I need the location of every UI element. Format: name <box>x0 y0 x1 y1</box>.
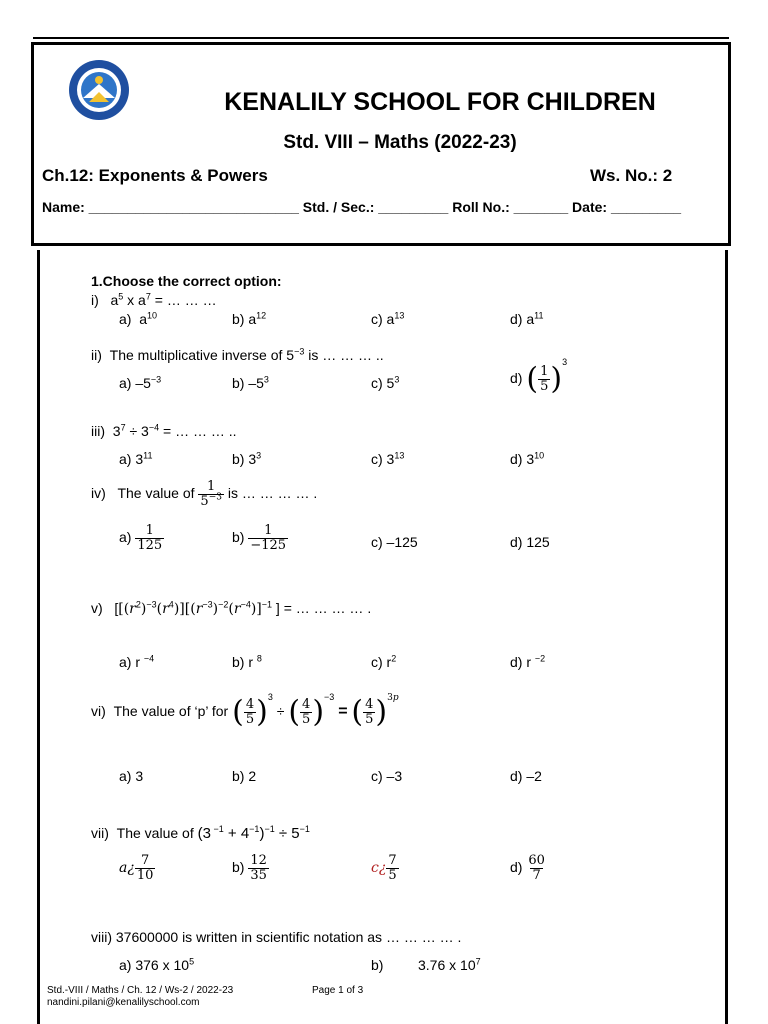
q5-option-b[interactable]: b) r $^8$ <box>232 653 262 670</box>
q5-option-d[interactable]: d) r $^{-2}$ <box>510 653 546 670</box>
question-7: vii) The value of (3 $^{-1} + 4^{-1})^{-1} \div 5^{-1}$ <box>91 824 310 842</box>
question-8: viii) 37600000 is written in scientific notation as … … … … . <box>91 929 462 945</box>
q6-option-a[interactable]: a) 3 <box>119 768 144 784</box>
student-details-row: Name: ___________________________ Std. / Sec.: _________ Roll No.: _______ Date: _________ <box>42 199 682 215</box>
q7-option-c[interactable]: c¿ $\frac{7}{5}$ <box>371 853 397 883</box>
footer-left: Std.-VIII / Maths / Ch. 12 / Ws-2 / 2022-23 <box>47 985 234 996</box>
q4-option-b[interactable]: b) $\frac{1}{-125}$ <box>232 523 287 553</box>
q4-option-a[interactable]: a) $\frac{1}{125}$ <box>119 523 163 553</box>
q6-option-c[interactable]: c) –3 <box>371 768 403 784</box>
chapter-title: Ch.12: Exponents & Powers <box>42 166 268 185</box>
q8-option-b-value: 3.76 x $10^7$ <box>418 956 481 973</box>
question-5: v) [$[(r^2)^{-3}(r^4)][(r^{-3})^{-2}(r^{-4})]^{-1}$ ] = … … … … . <box>91 599 372 617</box>
q3-option-d[interactable]: d) $3^{10}$ <box>510 450 545 467</box>
q2-option-d[interactable]: d) ( $\frac{1}{5}$ )$^3$ <box>510 357 568 397</box>
question-6: vi) The value of ‘p’ for ( $\frac{4}{5}$ )$^3$ ÷ ( $\frac{4}{5}$ )$^{-3}$ = ( $\frac{4}{5}$ )$^{3p}$ <box>91 692 399 730</box>
q7-option-d[interactable]: d) $\frac{60}{7}$ <box>510 853 545 883</box>
q7-option-b[interactable]: b) $\frac{12}{35}$ <box>232 853 267 883</box>
question-3: iii) $3^7 \div 3^{-4}$ = … … … .. <box>91 422 237 439</box>
body-box <box>37 250 728 1024</box>
standard-title: Std. VIII – Maths (2022-23) <box>283 132 517 153</box>
q3-option-b[interactable]: b) $3^3$ <box>232 450 262 467</box>
worksheet-number: Ws. No.: 2 <box>590 166 673 185</box>
q6-option-d[interactable]: d) –2 <box>510 768 542 784</box>
q1-option-b[interactable]: b) $a^{12}$ <box>232 310 267 327</box>
question-2: ii) The multiplicative inverse of $5^{-3}$ is … … … .. <box>91 346 384 363</box>
q1-option-d[interactable]: d) $a^{11}$ <box>510 310 544 327</box>
question-1: i) $a^5$ x $a^7$ = … … … <box>91 291 217 308</box>
q1-option-a[interactable]: a) $a^{10}$ <box>119 310 158 327</box>
q4-option-c[interactable]: c) –125 <box>371 534 418 550</box>
page-number: Page 1 of 3 <box>312 985 364 996</box>
q5-option-a[interactable]: a) r $^{-4}$ <box>119 653 155 670</box>
q3-option-c[interactable]: c) $3^{13}$ <box>371 450 405 467</box>
question-4: iv) The value of $\frac{1}{5^{-3}}$ is … … … … . <box>91 479 318 509</box>
q5-option-c[interactable]: c) $r^2$ <box>371 653 397 670</box>
q4-option-d[interactable]: d) 125 <box>510 534 550 550</box>
q6-option-b[interactable]: b) 2 <box>232 768 257 784</box>
q8-option-a[interactable]: a) 376 x $10^5$ <box>119 956 195 973</box>
q2-option-b[interactable]: b) $-5^3$ <box>232 374 269 391</box>
q2-option-c[interactable]: c) $5^3$ <box>371 374 400 391</box>
q2-option-a[interactable]: a) $-5^{-3}$ <box>119 374 162 391</box>
school-name: KENALILY SCHOOL FOR CHILDREN <box>224 88 656 116</box>
footer-email[interactable]: nandini.pilani@kenalilyschool.com <box>47 997 200 1008</box>
section-title: 1.Choose the correct option: <box>91 273 282 289</box>
q3-option-a[interactable]: a) $3^{11}$ <box>119 450 153 467</box>
q1-option-c[interactable]: c) $a^{13}$ <box>371 310 405 327</box>
q8-option-b[interactable]: b) <box>371 957 384 973</box>
q7-option-a[interactable]: a¿ $\frac{7}{10}$ <box>119 853 154 883</box>
